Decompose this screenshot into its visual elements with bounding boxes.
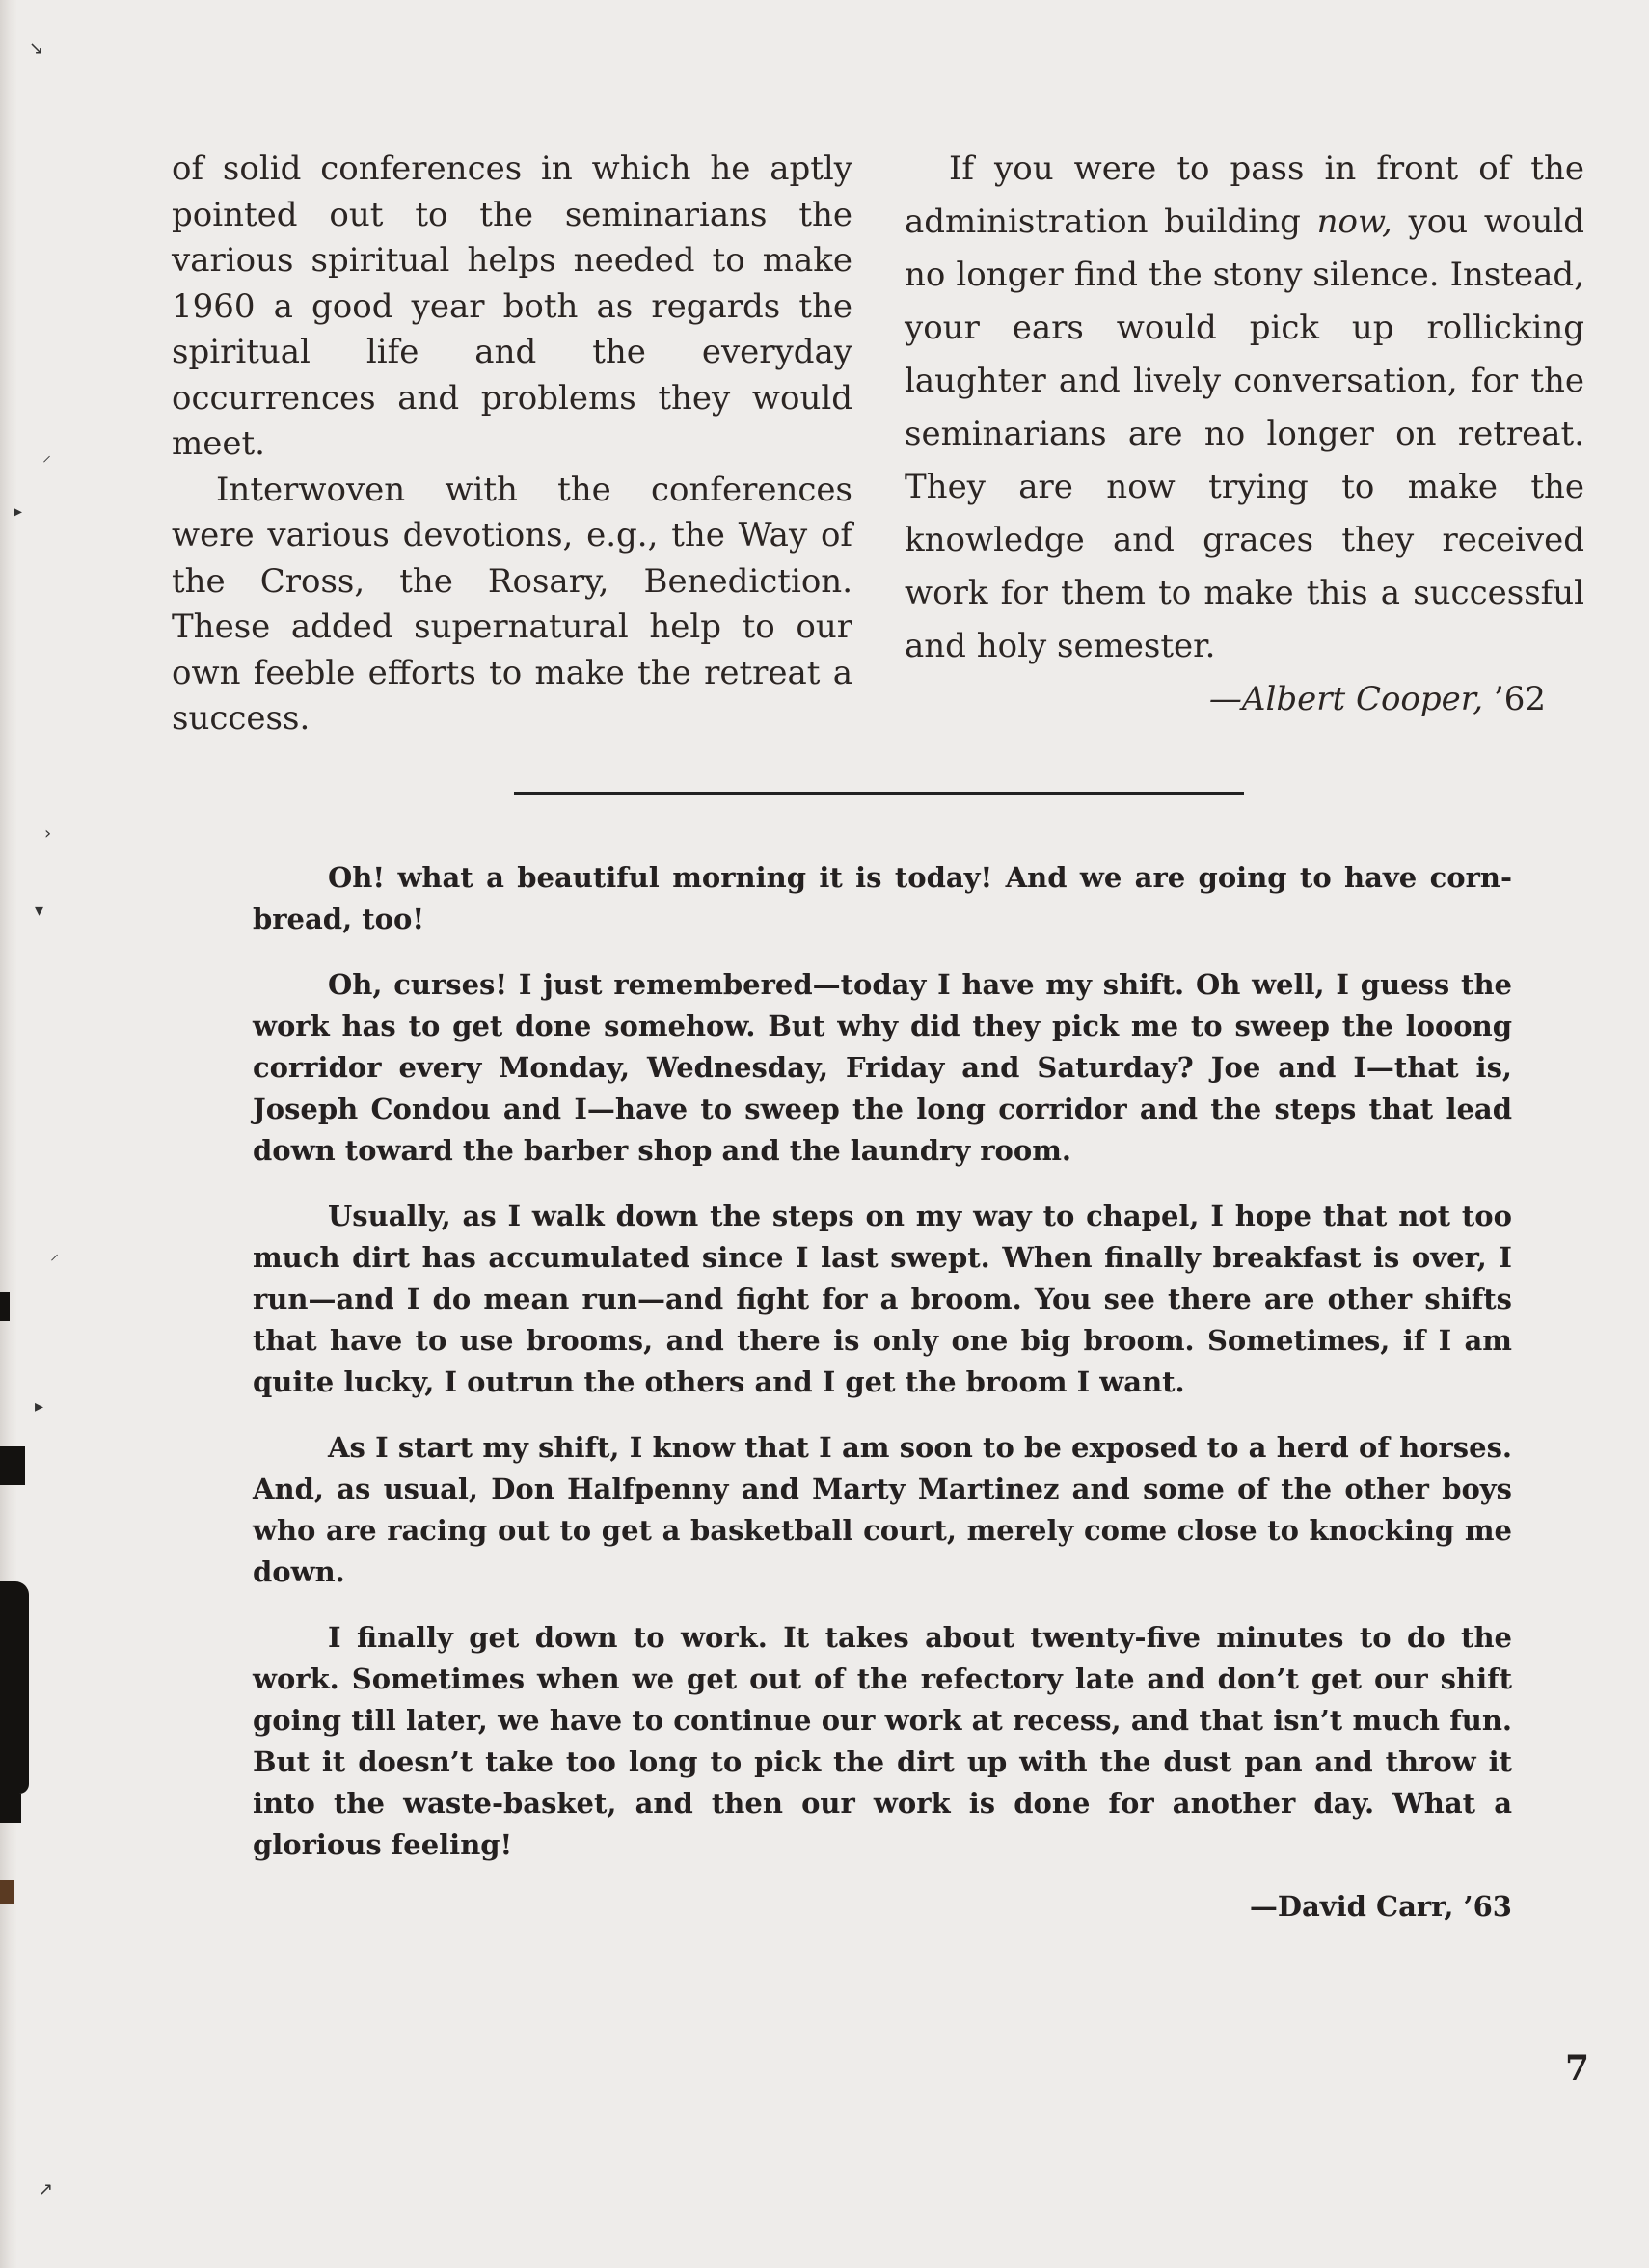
emphasis-now: now, — [1316, 202, 1392, 241]
torn-edge — [0, 1880, 14, 1904]
left-paragraph: Interwoven with the conferences were various devotions, e.g., the Way of the Cross, the Rosary, Benediction. These added supernatural help to our own feeble efforts to make the retreat a success. — [172, 470, 852, 738]
torn-edge — [0, 1794, 21, 1822]
margin-speck: › — [44, 824, 52, 844]
margin-speck: ▸ — [35, 1396, 44, 1417]
albert-cooper-signature — [905, 673, 1584, 726]
signature-name: —Albert Cooper, — [1208, 680, 1484, 718]
essay-paragraph: Oh! what a beautiful morning it is today! And we are going to have corn-bread, too! — [253, 861, 1512, 935]
margin-speck: ⸝ — [42, 446, 51, 466]
page-binding-edge — [0, 0, 17, 2268]
essay-body — [253, 857, 1512, 1952]
right-column — [905, 143, 1584, 726]
margin-speck: ↗ — [39, 2179, 54, 2200]
margin-speck: ▸ — [14, 501, 23, 522]
essay-paragraph: Usually, as I walk down the steps on my way to chapel, I hope that not too much dirt has accumulated since I last swept. When finally breakfast is over, I run—and I do mean run—and fight for a broom. You see there are other shifts that have to use brooms, and there is only one big broom. Sometimes, if I am quite lucky, I outrun the others and I get the broom I want. — [253, 1200, 1512, 1398]
right-paragraph — [905, 143, 1584, 673]
page-number: 7 — [1564, 2048, 1589, 2089]
torn-edge — [0, 1581, 29, 1794]
left-paragraph: of solid conferences in which he aptly pointed out to the seminarians the various spiritual helps needed to make 1960 a good year both as regards the spiritual life and the everyday occurrences and problems they would meet. — [172, 149, 852, 463]
david-carr-signature: —David Carr, ’63 — [1249, 1890, 1512, 1923]
margin-speck: ▾ — [35, 901, 44, 921]
margin-speck: ↘ — [29, 39, 44, 59]
right-paragraph-text: you would no longer find the stony silence. Instead, your ears would pick up rollicking laughter and lively conversation, for the seminarians are no longer on retreat. They are now trying to make the knowledge and graces they received work for them to make this a successful and holy semester. — [905, 202, 1584, 665]
right-paragraph-text: If you were to pass in front of the administration building — [905, 149, 1584, 241]
essay-paragraph: I finally get down to work. It takes about twenty-five minutes to do the work. Sometimes when we get out of the refectory late and don’t get our shift going till later, we have to continue our work at recess, and that isn’t much fun. But it doesn’t take too long to pick the dirt up with the dust pan and throw it into the waste-basket, and then our work is done for another day. What a glorious feeling! — [253, 1621, 1512, 1861]
essay-paragraph: As I start my shift, I know that I am soon to be exposed to a herd of horses. And, as usual, Don Halfpenny and Marty Martinez and some of the other boys who are racing out to get a basketball court, merely come close to knocking me down. — [253, 1431, 1512, 1588]
signature-year: ’62 — [1483, 680, 1546, 718]
margin-speck: ⸝ — [50, 1244, 59, 1264]
torn-edge — [0, 1292, 10, 1321]
left-column — [172, 147, 852, 742]
essay-paragraph: Oh, curses! I just remembered—today I have my shift. Oh well, I guess the work has to get done somehow. But why did they pick me to sweep the looong corridor every Monday, Wednesday, Friday and Saturday? Joe and I—that is, Joseph Condou and I—have to sweep the long corridor and the steps that lead down toward the barber shop and the laundry room. — [253, 968, 1512, 1167]
section-divider — [514, 792, 1244, 795]
torn-edge — [0, 1446, 25, 1485]
